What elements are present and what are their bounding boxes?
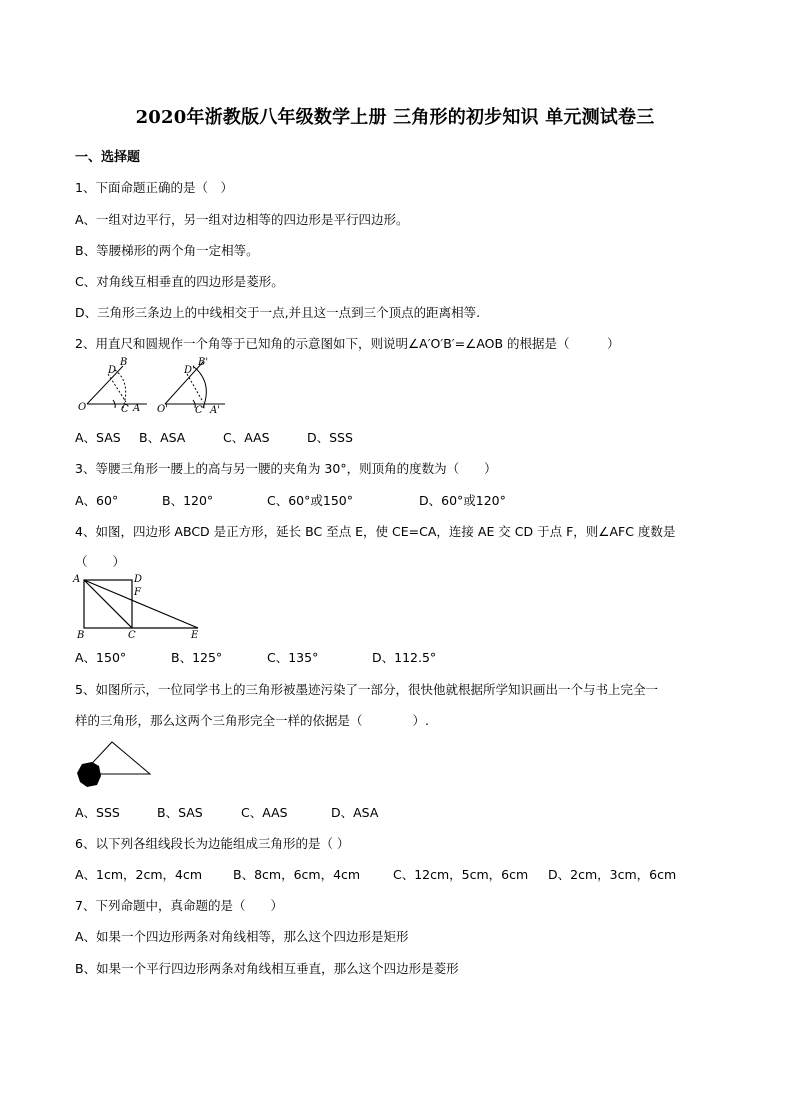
figure-left-angle <box>87 366 147 408</box>
question-2-options <box>75 428 353 446</box>
question-7-option-b: B、如果一个平行四边形两条对角线相互垂直，那么这个四边形是菱形 <box>75 961 459 976</box>
label-D: D <box>134 574 143 585</box>
option-d: D、ASA <box>331 805 379 820</box>
label-A: A <box>73 574 81 585</box>
question-1-option-a: A、一组对边平行，另一组对边相等的四边形是平行四边形。 <box>75 212 409 227</box>
label-F: F <box>134 587 141 598</box>
question-1-option-d: D、三角形三条边上的中线相交于一点,并且这一点到三个顶点的距离相等. <box>75 305 481 320</box>
label-O: O <box>78 402 87 413</box>
option-a: A、150° <box>75 650 127 665</box>
option-b: B、8cm，6cm，4cm <box>233 867 361 882</box>
label-A-prime: A' <box>210 405 220 416</box>
question-7-stem: 7、下列命题中，真命题的是（ ） <box>75 898 283 913</box>
option-a: A、60° <box>75 493 119 508</box>
label-B: B <box>120 357 128 368</box>
option-d: D、112.5° <box>372 650 437 665</box>
question-3-stem: 3、等腰三角形一腰上的高与另一腰的夹角为 30°，则顶角的度数为（ ） <box>75 461 497 476</box>
label-C: C <box>128 630 136 641</box>
option-b: B、SAS <box>157 805 203 820</box>
option-d: D、SSS <box>307 430 353 445</box>
question-5-options <box>75 803 378 821</box>
label-E: E <box>191 630 199 641</box>
angle-construction-figure <box>75 352 235 418</box>
question-4-paren: （ ） <box>75 554 126 569</box>
question-3-options <box>75 491 506 509</box>
question-6-options <box>75 865 676 883</box>
option-b: B、120° <box>162 493 214 508</box>
option-a: A、1cm，2cm，4cm <box>75 867 203 882</box>
question-1-option-c: C、对角线互相垂直的四边形是菱形。 <box>75 274 284 289</box>
option-c: C、AAS <box>223 430 270 445</box>
question-6-stem: 6、以下列各组线段长为边能组成三角形的是（ ） <box>75 836 350 851</box>
question-5-stem-line2: 样的三角形，那么这两个三角形完全一样的依据是（ ）. <box>75 713 429 728</box>
label-C: C <box>121 404 129 415</box>
figure-right-angle <box>165 362 225 408</box>
label-B: B <box>77 630 85 641</box>
ink-blot <box>77 762 101 787</box>
label-D-prime: D' <box>184 365 195 376</box>
option-a: A、SAS <box>75 430 121 445</box>
square-figure <box>70 570 210 642</box>
option-d: D、2cm，3cm，6cm <box>548 867 677 882</box>
option-c: C、12cm，5cm，6cm <box>393 867 529 882</box>
section-heading: 一、选择题 <box>75 150 141 165</box>
label-O-prime: O' <box>157 404 168 415</box>
page-title: 2020年浙教版八年级数学上册 三角形的初步知识 单元测试卷三 <box>135 107 655 128</box>
question-5-stem-line1: 5、如图所示，一位同学书上的三角形被墨迹污染了一部分，很快他就根据所学知识画出一个与书上完全一 <box>75 682 658 697</box>
question-2-stem: 2、用直尺和圆规作一个角等于已知角的示意图如下，则说明∠A′O′B′=∠AOB 的根据是（ ） <box>75 336 620 351</box>
option-d: D、60°或120° <box>419 493 506 508</box>
label-B-prime: B' <box>198 357 209 368</box>
option-c: C、135° <box>267 650 319 665</box>
question-4-stem: 4、如图，四边形 ABCD 是正方形，延长 BC 至点 E，使 CE=CA，连接 AE 交 CD 于点 F，则∠AFC 度数是 <box>75 524 676 539</box>
option-c: C、60°或150° <box>267 493 353 508</box>
label-A: A <box>133 403 141 414</box>
option-b: B、ASA <box>139 430 186 445</box>
question-1-stem: 1、下面命题正确的是（ ） <box>75 180 233 195</box>
option-b: B、125° <box>171 650 223 665</box>
question-1-option-b: B、等腰梯形的两个角一定相等。 <box>75 243 259 258</box>
question-7-option-a: A、如果一个四边形两条对角线相等，那么这个四边形是矩形 <box>75 929 409 944</box>
option-c: C、AAS <box>241 805 288 820</box>
label-C-prime: C' <box>195 405 206 416</box>
option-a: A、SSS <box>75 805 120 820</box>
ink-stained-triangle-figure <box>72 736 158 788</box>
label-D: D <box>108 365 117 376</box>
question-4-options <box>75 648 436 666</box>
